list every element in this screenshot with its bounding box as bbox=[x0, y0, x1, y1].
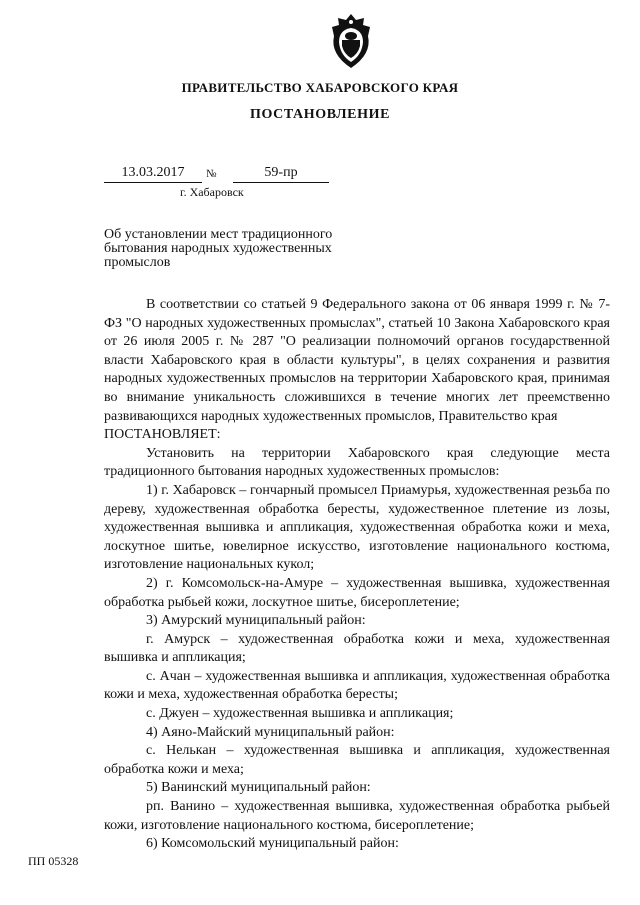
intro-paragraph: Установить на территории Хабаровского края следующие места традиционного бытования народных художественных промыслов: bbox=[104, 445, 610, 480]
list-item: рп. Ванино – художественная вышивка, художественная обработка рыбьей кожи, изготовление национального костюма, бисероплетение; bbox=[104, 799, 610, 833]
document-body bbox=[104, 296, 610, 854]
list-item: с. Нелькан – художественная вышивка и аппликация, художественная обработка кожи и меха; bbox=[104, 743, 610, 777]
coat-of-arms-icon bbox=[328, 12, 374, 72]
document-city: г. Хабаровск bbox=[180, 185, 244, 199]
government-name: ПРАВИТЕЛЬСТВО ХАБАРОВСКОГО КРАЯ bbox=[181, 80, 459, 95]
list-item: 2) г. Комсомольск-на-Амуре – художественная вышивка, художественная обработка рыбьей кожи, лоскутное шитье, бисероплетение; bbox=[104, 575, 610, 610]
list-item: с. Джуен – художественная вышивка и аппликация; bbox=[146, 706, 454, 722]
document-code: ПП 05328 bbox=[28, 854, 79, 868]
list-item: 1) г. Хабаровск – гончарный промысел Приамурья, художественная резьба по дереву, художественная обработка бересты, художественное плетение из лозы, художественная вышивка и аппликация, художественная обработка кожи и меха, лоскутное шитье, ювелирное искусство, изготовление национального костюма, изготовление национальных кукол; bbox=[104, 482, 610, 573]
document-date: 13.03.2017 bbox=[104, 164, 202, 183]
document-type: ПОСТАНОВЛЕНИЕ bbox=[249, 107, 391, 122]
number-sign: № bbox=[206, 168, 217, 180]
list-item: 4) Аяно-Майский муниципальный район: bbox=[146, 724, 395, 740]
subject-line: Об установлении мест традиционного bbox=[104, 227, 333, 242]
document-subject bbox=[104, 228, 364, 270]
subject-line: бытования народных художественных bbox=[104, 241, 332, 256]
preamble-paragraph: В соответствии со статьей 9 Федерального закона от 06 января 1999 г. № 7-ФЗ "О народных художественных промыслах", статьей 10 Закона Хабаровского края от 26 июля 2005 г. № 287 "О реализации полномочий органов государственной власти Хабаровского края в области культуры", в целях сохранения и развития народных художественных промыслов на территории Хабаровского края, принимая во внимание уникальность сложившихся в течение многих лет преемственно развивающихся народных художественных промыслов, Правительство края bbox=[104, 297, 610, 424]
list-item: 6) Комсомольский муниципальный район: bbox=[146, 836, 399, 852]
list-item: г. Амурск – художественная обработка кожи и меха, художественная вышивка и аппликация; bbox=[104, 631, 610, 666]
list-item: 5) Ванинский муниципальный район: bbox=[146, 780, 371, 796]
resolves-heading: ПОСТАНОВЛЯЕТ: bbox=[104, 427, 221, 443]
subject-line: промыслов bbox=[104, 255, 171, 270]
document-number: 59-пр bbox=[233, 164, 329, 183]
list-item: с. Ачан – художественная вышивка и аппликация, художественная обработка кожи и меха, художественная обработка бересты; bbox=[104, 668, 610, 703]
list-item: 3) Амурский муниципальный район: bbox=[146, 613, 366, 629]
